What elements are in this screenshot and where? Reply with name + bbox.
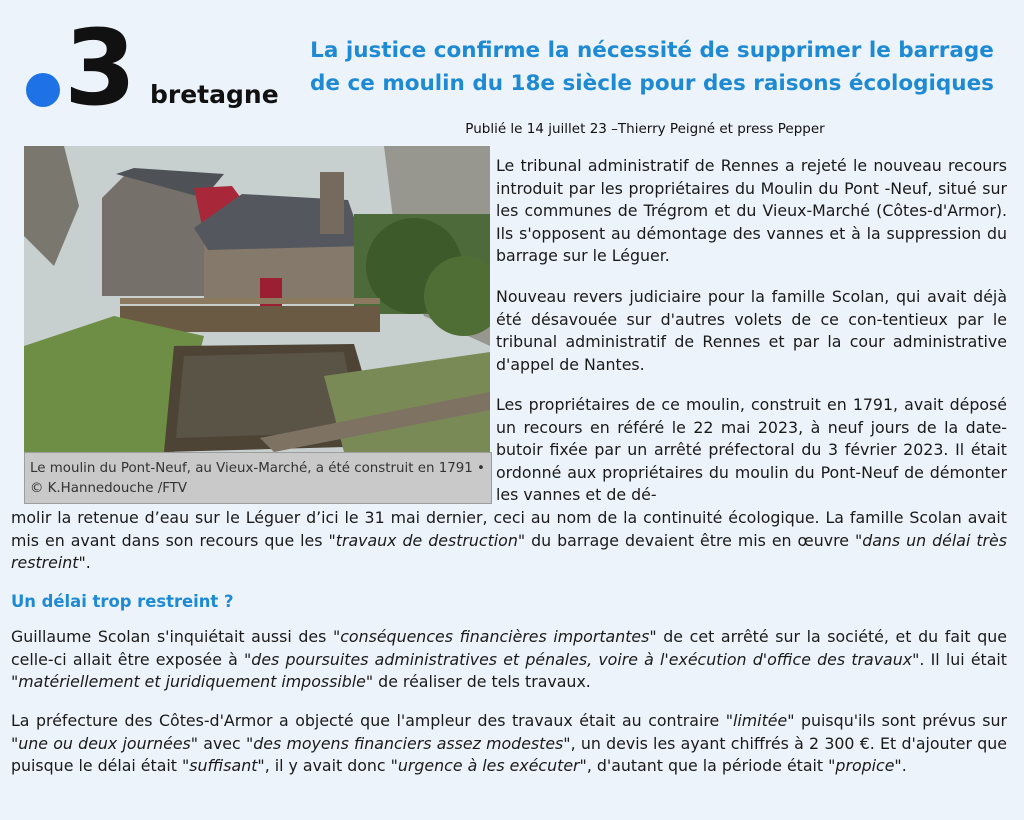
text-span: , il y avait donc — [264, 756, 391, 776]
mill-illustration — [24, 146, 490, 452]
quote: "des moyens financiers assez modestes" — [245, 733, 571, 753]
quote: "limitée" — [725, 711, 795, 730]
paragraph-2: Nouveau revers judiciaire pour la famille Scolan, qui avait déjà été désavouée sur d'autres volets de ce con-tentieux par le tribunal administratif de Rennes et par la cour administrative d'appel de Nantes. — [496, 287, 1007, 374]
quote: "des poursuites administratives et pénales, voire à l'exécution d'office des travaux" — [244, 649, 920, 669]
text-span: . — [901, 756, 907, 776]
article-byline: Publié le 14 juillet 23 –Thierry Peigné et press Pepper — [465, 121, 825, 137]
photo-caption: Le moulin du Pont-Neuf, au Vieux-Marché, a été construit en 1791 • © K.Hannedouche /FTV — [24, 452, 492, 504]
text-span: Guillaume Scolan s'inquiétait aussi des — [11, 627, 333, 646]
text-span: molir la retenue d’eau sur le Léguer d’ici le 31 mai dernier, ceci au nom de la continuité écologique. La famille Scolan avait mis en avant dans son recours que les — [11, 508, 1007, 550]
paragraph-3: Les propriétaires de ce moulin, construit en 1791, avait déposé un recours en référé le 22 mai 2023, à neuf jours de la date-butoir fixée par un arrêté préfectoral du 3 février 2023. Il était ordonné aux propriétaires du moulin du Pont-Neuf de démonter les vannes et de dé- — [496, 395, 1007, 505]
text-span: avec — [198, 733, 246, 753]
logo-dot — [26, 73, 60, 107]
france3-bretagne-logo — [24, 7, 294, 129]
text-span: . — [85, 553, 91, 573]
quote: "suffisant" — [182, 756, 265, 776]
quote: "urgence à les exécuter" — [390, 756, 587, 776]
quote: "propice" — [828, 756, 902, 776]
text-span: . Il lui était — [919, 649, 1008, 669]
paragraph-1: Le tribunal administratif de Rennes a rejeté le nouveau recours introduit par les propriétaires du Moulin du Pont -Neuf, situé sur les communes de Trégrom et du Vieux-Marché (Côtes-d'Armor). Ils s'opposent au démontage des vannes et à la suppression du barrage sur le Léguer. — [496, 156, 1007, 266]
text-span: La préfecture des Côtes-d'Armor a objecté que l'ampleur des travaux était au contraire — [11, 711, 726, 730]
logo-number: 3 — [64, 7, 133, 129]
text-span: de cet arrêté sur la société, et du fait que celle-ci allait être exposée à — [11, 627, 1007, 669]
logo-wordmark: bretagne — [150, 80, 279, 109]
quote: "une ou deux journées" — [11, 733, 199, 753]
article-headline: La justice confirme la nécessité de supprimer le barrage de ce moulin du 18e siècle pour des raisons écologiques — [310, 38, 994, 96]
quote: "dans un délai très restreint" — [11, 530, 1007, 573]
paragraph-5 — [11, 710, 1007, 778]
text-span: , un devis les ayant chiffrés à 2 300 €. Et d'ajouter que puisque le délai était — [11, 733, 1007, 776]
text-span: puisqu'ils sont prévus sur — [794, 711, 1007, 730]
section-subheading: Un délai trop restreint ? — [11, 592, 234, 611]
quote: "travaux de destruction" — [328, 530, 526, 550]
quote: "matériellement et juridiquement impossible" — [11, 672, 374, 692]
paragraph-4 — [11, 626, 1007, 694]
text-span: , d'autant que la période était — [586, 756, 829, 776]
quote: "conséquences financières importantes" — [332, 627, 657, 646]
text-span: de réaliser de tels travaux. — [373, 672, 591, 692]
paragraph-3-continued — [11, 507, 1007, 575]
mill-photo — [24, 146, 490, 452]
text-span: du barrage devaient être mis en œuvre — [525, 530, 855, 550]
